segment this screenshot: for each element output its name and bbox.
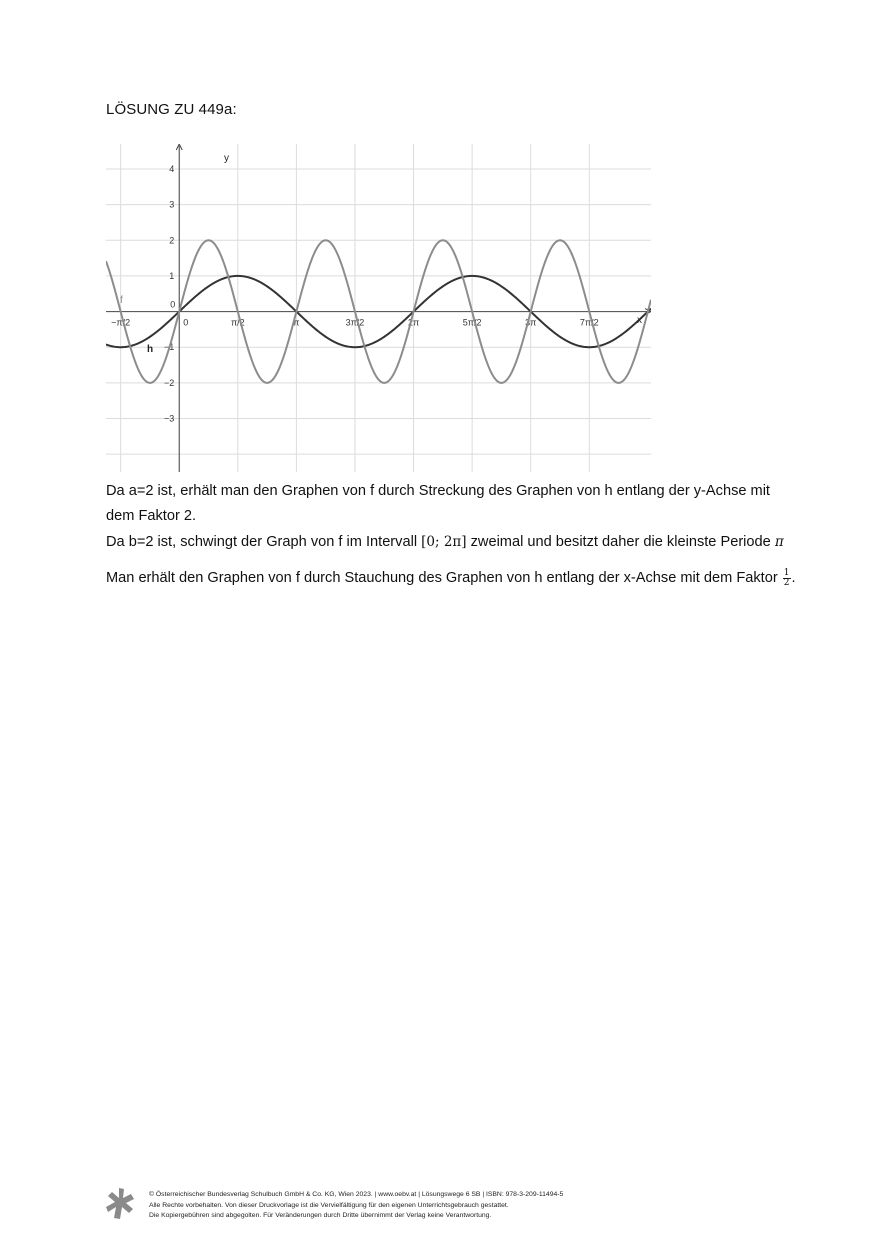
series-label-f: f [120, 295, 123, 306]
interval-math: [0; 2π] [421, 534, 467, 550]
y-tick-label: 3 [169, 199, 175, 210]
footer-line1: © Österreichischer Bundesverlag Schulbuch GmbH & Co. KG, Wien 2023. | www.oebv.at | Lösungswege 6 SB | ISBN: 978-3-209-11494-5 [149, 1191, 564, 1198]
paragraph-compress [106, 568, 796, 588]
fraction-numerator: 1 [783, 567, 790, 578]
footer-line3: Die Kopiergebühren sind abgegolten. Für Veränderungen durch Dritte übernimmt der Verlag keine Verantwortung. [149, 1212, 492, 1219]
compress-text-after: . [791, 570, 796, 586]
paragraph-stretch-line2: dem Faktor 2. [106, 508, 197, 524]
x-tick-label: 3π [525, 317, 537, 328]
axes [106, 144, 651, 472]
y-tick-label: −1 [163, 342, 175, 353]
period-text-after: zweimal und besitzt daher die kleinste Periode [466, 534, 775, 550]
y-tick-label: 4 [169, 163, 175, 174]
paragraph-period [106, 532, 784, 552]
period-text-before: Da b=2 ist, schwingt der Graph von f im Intervall [106, 534, 422, 550]
x-tick-label: 0 [183, 317, 189, 328]
pi-symbol: π [774, 534, 784, 550]
x-tick-label: 5π/2 [462, 317, 482, 328]
compress-text-before: Man erhält den Graphen von f durch Stauchung des Graphen von h entlang der x-Achse mit dem Faktor [106, 570, 782, 586]
x-tick-label: π/2 [230, 317, 245, 328]
origin-label: 0 [170, 299, 176, 310]
x-tick-label: −π/2 [111, 317, 131, 328]
x-tick-label: 2π [407, 317, 420, 328]
x-tick-label: 7π/2 [579, 317, 599, 328]
x-axis-label: x [637, 315, 642, 326]
grid-lines [106, 144, 651, 472]
y-tick-label: 1 [169, 270, 175, 281]
page-heading: LÖSUNG ZU 449a: [106, 101, 237, 118]
y-tick-label: 2 [169, 235, 175, 246]
paragraph-stretch-line1: Da a=2 ist, erhält man den Graphen von f durch Streckung des Graphen von h entlang der y-Achse mit [106, 483, 770, 499]
footer-line2: Alle Rechte vorbehalten. Von dieser Druckvorlage ist die Vervielfältigung für den eigenen Unterrichtsgebrauch gestattet. [149, 1201, 509, 1209]
function-graph [106, 144, 651, 472]
y-tick-label: −3 [163, 413, 175, 424]
publisher-logo-icon [106, 1188, 136, 1220]
x-tick-label: 3π/2 [345, 317, 365, 328]
y-axis-label: y [224, 153, 229, 164]
y-tick-label: −2 [163, 377, 175, 388]
series-label-h: h [147, 344, 154, 355]
x-tick-label: π [293, 317, 300, 328]
fraction-one-half [783, 569, 791, 588]
footer-text [149, 1190, 563, 1222]
fraction-denominator: 2 [783, 577, 790, 588]
